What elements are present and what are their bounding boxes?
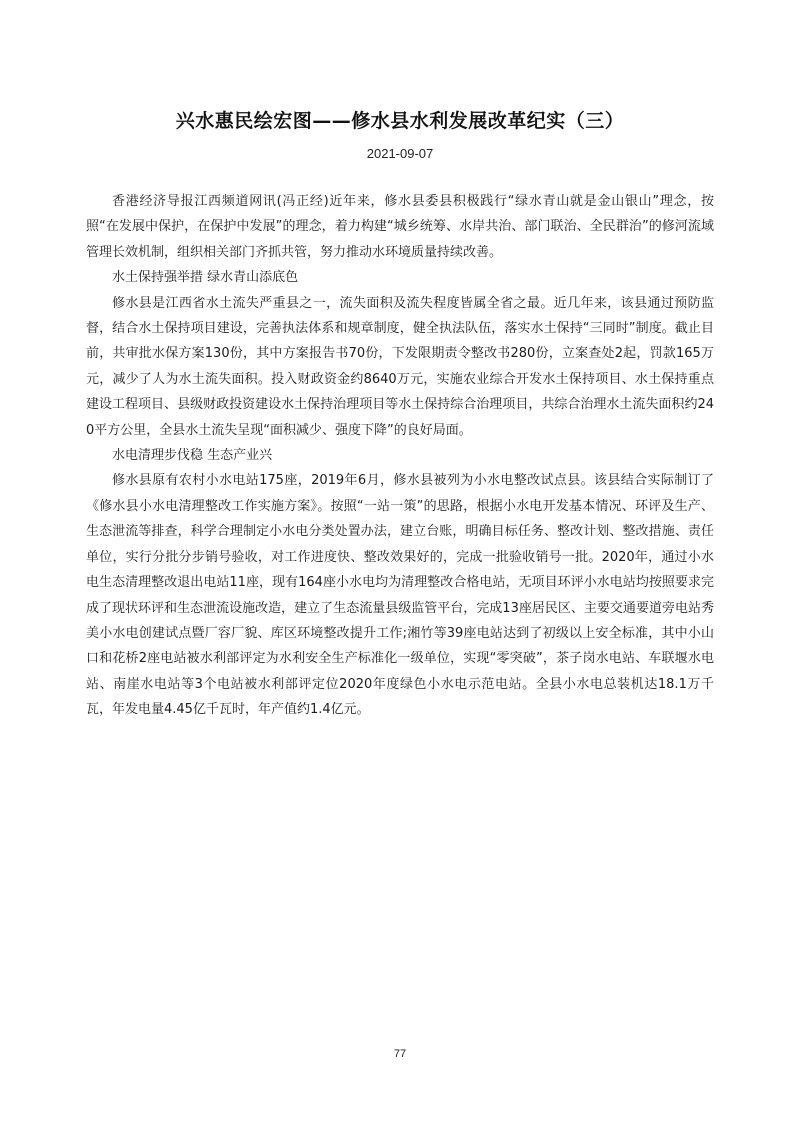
section-heading-hydropower: 水电清理步伐稳 生态产业兴: [112, 448, 273, 464]
page-number: 77: [393, 1048, 407, 1060]
publish-date: 2021-09-07: [366, 146, 434, 161]
paragraph-intro: 香港经济导报江西频道网讯(冯正经)近年来，修水县委县积极践行“绿水青山就是金山银山”理念，按照“在发展中保护，在保护中发展”的理念，着力构建“城乡统筹、水岸共治、部门联治、全民群治”的修河流域管理长效机制，组织相关部门齐抓共管，努力推动水环境质量持续改善。: [86, 194, 714, 260]
article-body: [86, 189, 714, 723]
section-heading-soil: 水土保持强举措 绿水青山添底色: [112, 270, 299, 286]
paragraph-hydropower: 修水县原有农村小水电站175座，2019年6月，修水县被列为小水电整改试点县。该县结合实际制订了《修水县小水电清理整改工作实施方案》。按照“一站一策”的思路，根据小水电开发基本情况、环评及生产、生态泄流等排查，科学合理制定小水电分类处置办法，建立台账，明确目标任务、整改计划、整改措施、责任单位，实行分批分步销号验收，对工作进度快、整改效果好的，完成一批验收销号一批。2020年，通过小水电生态清理整改退出电站11座，现有164座小水电均为清理整改合格电站，无项目环评小水电站均按照要求完成了现状环评和生态泄流设施改造，建立了生态流量县级监管平台，完成13座居民区、主要交通要道旁电站秀美小水电创建试点暨厂容厂貌、库区环境整改提升工作;湘竹等39座电站达到了初级以上安全标准，其中小山口和花桥2座电站被水利部评定为水利安全生产标准化一级单位，实现“零突破”，茶子岗水电站、车联堰水电站、南崖水电站等3个电站被水利部评定位2020年度绿色小水电示范电站。全县小水电总装机达18.1万千瓦，年发电量4.45亿千瓦时，年产值约1.4亿元。: [86, 473, 714, 718]
paragraph-soil: 修水县是江西省水土流失严重县之一，流失面积及流失程度皆属全省之最。近几年来，该县通过预防监督，结合水土保持项目建设，完善执法体系和规章制度，健全执法队伍，落实水土保持“三同时”制度。截止目前，共审批水保方案130份，其中方案报告书70份，下发限期责令整改书280份，立案查处2起，罚款165万元，减少了人为水土流失面积。投入财政资金约8640万元，实施农业综合开发水土保持项目、水土保持重点建设工程项目、县级财政投资建设水土保持治理项目等水土保持综合治理项目，共综合治理水土流失面积约240平方公里，全县水土流失呈现“面积减少、强度下降”的良好局面。: [86, 295, 714, 438]
document-title: 兴水惠民绘宏图——修水县水利发展改革纪实（三）: [175, 110, 625, 132]
